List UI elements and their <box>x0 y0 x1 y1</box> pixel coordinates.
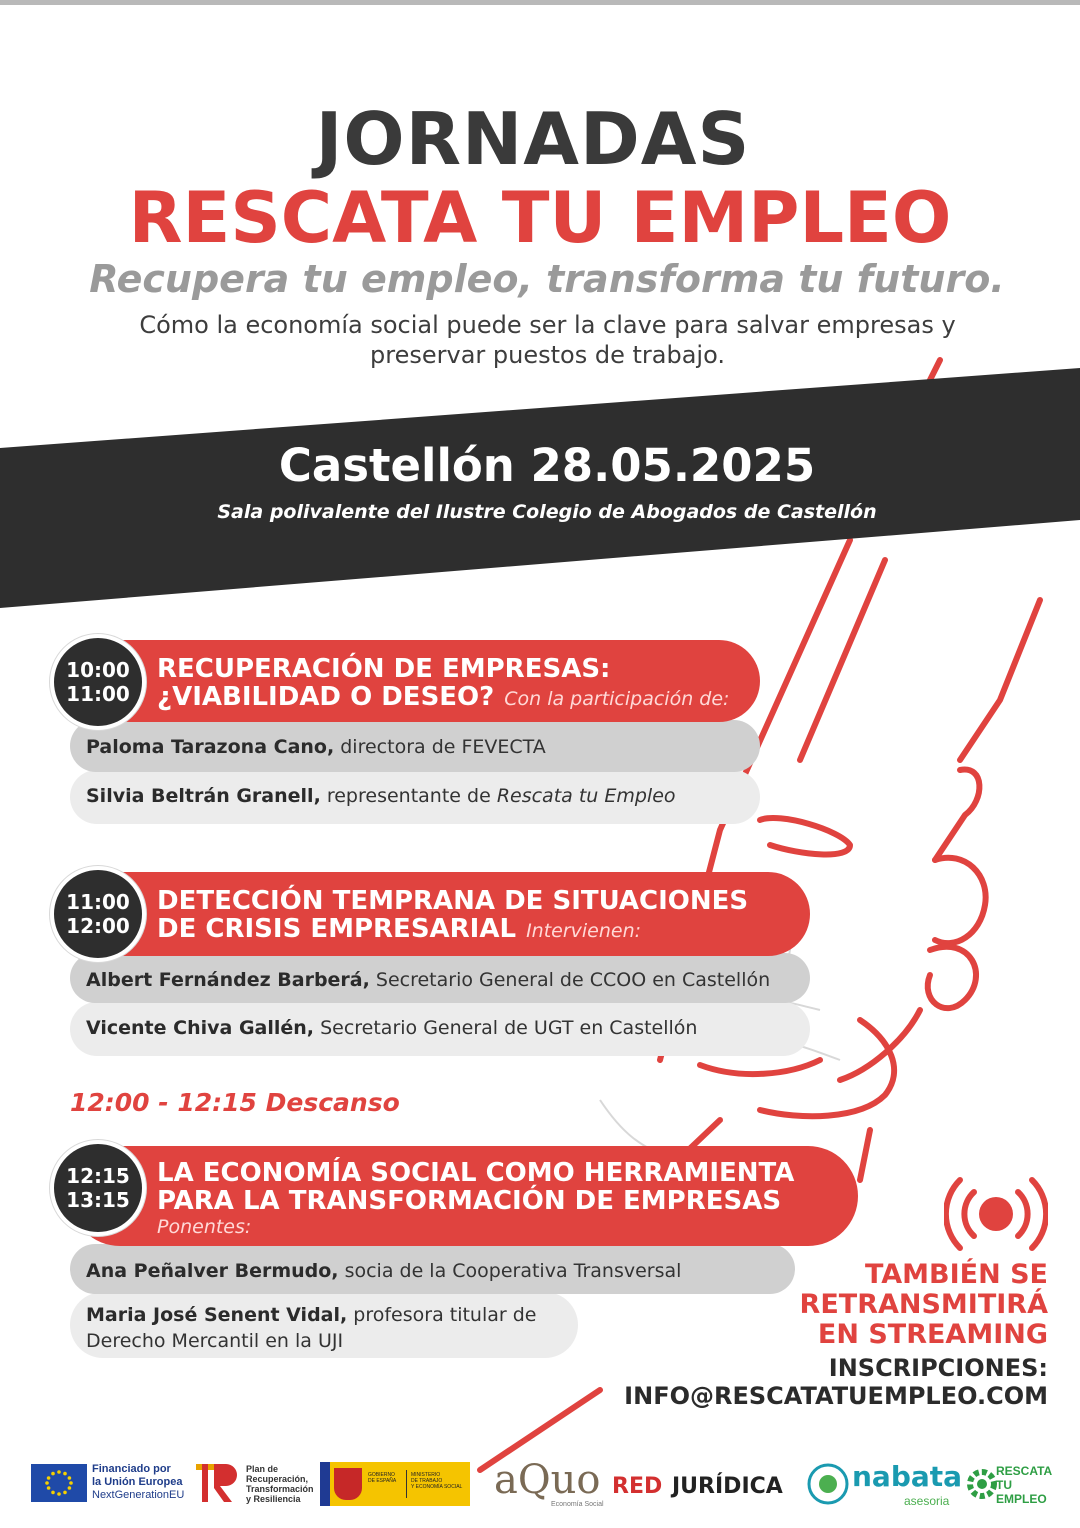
session-title-line-2: PARA LA TRANSFORMACIÓN DE EMPRESAS <box>157 1186 782 1216</box>
session-title-line-1: DETECCIÓN TEMPRANA DE SITUACIONES <box>157 886 749 916</box>
aquo-logo: aQuo <box>494 1457 601 1503</box>
speaker <box>86 1302 537 1328</box>
time-end: 12:00 <box>66 914 130 938</box>
min-text-3: Y ECONOMÍA SOCIAL <box>411 1484 463 1490</box>
streaming-line-1: TAMBIÉN SE <box>864 1259 1048 1290</box>
registration-info <box>624 1354 1048 1410</box>
streaming-line-3: EN STREAMING <box>817 1319 1048 1350</box>
eu-text-2: la Unión Europea <box>92 1476 183 1488</box>
prtr-logo-icon <box>196 1460 240 1506</box>
speaker-name: Vicente Chiva Gallén, <box>86 1017 315 1039</box>
title-line-2: RESCATA TU EMPLEO <box>128 177 952 259</box>
time-badge <box>50 1140 146 1236</box>
prtr-text-1: Plan de <box>246 1464 279 1474</box>
red-logo-text: RED <box>612 1474 663 1499</box>
time-start: 10:00 <box>66 658 130 682</box>
session-title-line-1: LA ECONOMÍA SOCIAL COMO HERRAMIENTA <box>157 1158 795 1188</box>
rescata-text-3: EMPLEO <box>996 1492 1047 1506</box>
time-badge <box>50 866 146 962</box>
session-title-line-2 <box>157 683 729 713</box>
speaker-name: Paloma Tarazona Cano, <box>86 736 335 758</box>
time-start: 12:15 <box>66 1164 130 1188</box>
speaker-role: representante de <box>326 785 491 807</box>
juridica-logo-text: JURÍDICA <box>672 1474 783 1499</box>
gobierno-logo <box>320 1462 470 1506</box>
gobierno-text <box>368 1472 396 1484</box>
divider <box>406 1470 407 1498</box>
speaker <box>86 1015 697 1041</box>
speaker-role: directora de FEVECTA <box>340 736 546 758</box>
rescata-logo-text <box>996 1464 1052 1506</box>
rescata-logo-icon <box>966 1460 998 1508</box>
speaker-role: Secretario General de UGT en Castellón <box>320 1017 698 1039</box>
min-text-1: MINISTERIO <box>411 1472 441 1478</box>
time-end: 11:00 <box>66 682 130 706</box>
speaker-name: Albert Fernández Barberá, <box>86 969 370 991</box>
time-badge <box>50 634 146 730</box>
rescata-text-2: TU <box>996 1478 1012 1492</box>
speaker-role: Secretario General de CCOO en Castellón <box>375 969 771 991</box>
speaker <box>86 783 676 809</box>
title-text: ¿VIABILIDAD O DESEO? <box>157 682 495 712</box>
speaker-name: Silvia Beltrán Granell, <box>86 785 321 807</box>
prtr-text-2: Recuperación, <box>246 1474 309 1484</box>
break-time: 12:00 - 12:15 Descanso <box>70 1088 400 1117</box>
venue: Sala polivalente del Ilustre Colegio de Abogados de Castellón <box>217 501 877 523</box>
registration-label: INSCRIPCIONES: <box>828 1354 1048 1382</box>
nabata-subtitle: asesoria <box>904 1494 950 1508</box>
gob-text-2: DE ESPAÑA <box>368 1478 397 1484</box>
speaker-name: Maria José Senent Vidal, <box>86 1304 348 1326</box>
speaker-role: socia de la Cooperativa Transversal <box>344 1260 682 1282</box>
rescata-text-1: RESCATA <box>996 1464 1053 1478</box>
streaming-line-2: RETRANSMITIRÁ <box>799 1289 1048 1320</box>
eu-logo-text <box>92 1463 184 1502</box>
broadcast-icon <box>944 1176 1048 1252</box>
registration-email[interactable]: INFO@RESCATATUEMPLEO.COM <box>624 1382 1048 1410</box>
speaker-name: Ana Peñalver Bermudo, <box>86 1260 339 1282</box>
gob-text-1: GOBIERNO <box>368 1472 395 1478</box>
title-line-1: JORNADAS <box>315 97 751 181</box>
eu-flag-icon <box>31 1464 87 1502</box>
speaker <box>86 967 770 993</box>
streaming-notice <box>800 1260 1048 1350</box>
ministerio-text <box>411 1472 462 1490</box>
speaker <box>86 734 546 760</box>
session-title-line-2 <box>157 915 641 945</box>
session-intro: Con la participación de: <box>504 688 730 710</box>
time-start: 11:00 <box>66 890 130 914</box>
time-end: 13:15 <box>66 1188 130 1212</box>
session-title-line-1: RECUPERACIÓN DE EMPRESAS: <box>157 654 611 684</box>
prtr-text-4: y Resiliencia <box>246 1494 301 1504</box>
prtr-text-3: Transformación <box>246 1484 314 1494</box>
eu-band <box>320 1462 330 1506</box>
nabata-logo-text: nabata <box>852 1460 963 1493</box>
city-date: Castellón 28.05.2025 <box>278 439 816 492</box>
tagline: Recupera tu empleo, transforma tu futuro. <box>89 257 1005 301</box>
aquo-subtitle: Economía Social <box>551 1501 604 1508</box>
prtr-logo-text <box>246 1464 314 1504</box>
session-intro: Intervienen: <box>526 920 642 942</box>
nabata-logo-icon <box>806 1462 850 1506</box>
coat-of-arms-icon <box>334 1468 362 1500</box>
session-intro: Ponentes: <box>157 1216 252 1238</box>
speaker <box>86 1258 681 1284</box>
speaker-role: profesora titular de <box>353 1304 537 1326</box>
min-text-2: DE TRABAJO <box>411 1478 443 1484</box>
speaker-role-continued: Derecho Mercantil en la UJI <box>86 1330 344 1352</box>
subtitle: Cómo la economía social puede ser la clave para salvar empresas y preservar puestos de trabajo. <box>139 311 956 369</box>
title-text: DE CRISIS EMPRESARIAL <box>157 914 517 944</box>
eu-text-1: Financiado por <box>92 1463 171 1475</box>
eu-text-3: NextGenerationEU <box>92 1489 185 1501</box>
speaker-role-italic: Rescata tu Empleo <box>496 785 676 807</box>
